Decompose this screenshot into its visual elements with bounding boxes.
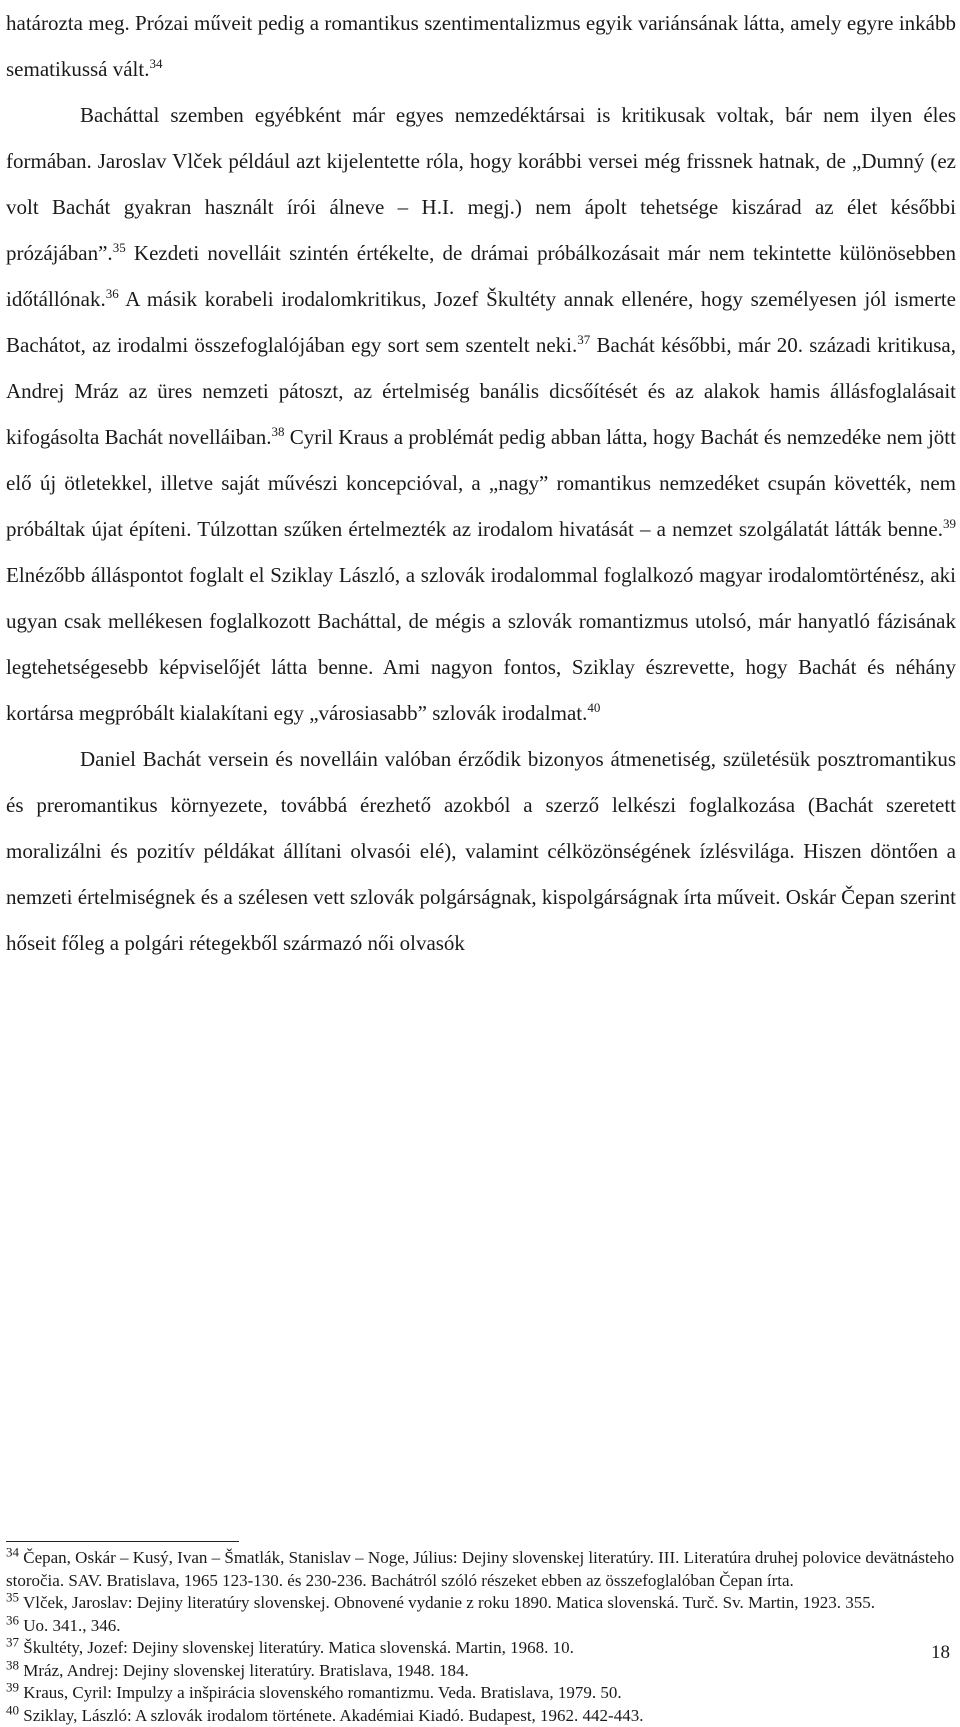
paragraph-text: Bachát későbbi, már 20. századi kritikusa, Andrej Mráz az üres nemzeti pátoszt, az értelmiség banális dicsőítését és az alakok hamis állásfoglalásait kifogásolta Bachát novelláiban. — [6, 333, 956, 449]
paragraph-text: A másik korabeli irodalomkritikus, Jozef Škultéty annak ellenére, hogy személyesen jól ismerte Bachátot, az irodalmi összefoglalójában egy sort sem szentelt neki. — [6, 287, 956, 357]
footnote-ref: 38 — [271, 424, 284, 439]
footnote-text: Mráz, Andrej: Dejiny slovenskej literatúry. Bratislava, 1948. 184. — [19, 1661, 469, 1680]
footnote-ref: 34 — [149, 56, 162, 71]
footnote-text: Vlček, Jaroslav: Dejiny literatúry slovenskej. Obnovené vydanie z roku 1890. Matica slovenská. Turč. Sv. Martin, 1923. 355. — [19, 1593, 875, 1612]
footnote-number: 39 — [6, 1679, 19, 1694]
footnote — [6, 1592, 956, 1615]
footnote — [6, 1705, 956, 1727]
paragraph — [6, 92, 956, 736]
footnote-number: 37 — [6, 1634, 19, 1649]
paragraph-text: Kezdeti novelláit szintén értékelte, de drámai próbálkozásait már nem tekintette különösebben időtállónak. — [6, 241, 956, 311]
footnote-text: Čepan, Oskár – Kusý, Ivan – Šmatlák, Stanislav – Noge, Július: Dejiny slovenskej literatúry. III. Literatúra druhej polovice devätnásteho storočia. SAV. Bratislava, 1965 123-130. és 230-236. Bachátról szóló részeket ebben az összefoglalóban Čepan írta. — [6, 1548, 954, 1590]
footnote-number: 35 — [6, 1589, 19, 1604]
footnote-number: 38 — [6, 1657, 19, 1672]
footnote-text: Kraus, Cyril: Impulzy a inšpirácia slovenského romantizmu. Veda. Bratislava, 1979. 50. — [19, 1683, 622, 1702]
footnote-number: 34 — [6, 1544, 19, 1559]
paragraph — [6, 0, 956, 92]
footnote-number: 40 — [6, 1702, 19, 1717]
paragraph-text: Cyril Kraus a problémát pedig abban látta, hogy Bachát és nemzedéke nem jött elő új ötletekkel, illetve saját művészi koncepcióval, a „nagy” romantikus nemzedéket csupán követték, nem próbáltak újat építeni. Túlzottan szűken értelmezték az irodalom hivatását – a nemzet szolgálatát látták benne. — [6, 425, 956, 541]
footnote-text: Škultéty, Jozef: Dejiny slovenskej literatúry. Matica slovenská. Martin, 1968. 10. — [19, 1638, 574, 1657]
body-text — [6, 0, 956, 966]
paragraph-text: határozta meg. Prózai műveit pedig a romantikus szentimentalizmus egyik variánsának látta, amely egyre inkább sematikussá vált. — [6, 11, 956, 81]
footnote — [6, 1637, 956, 1660]
footnote — [6, 1660, 956, 1683]
footnotes — [6, 1547, 956, 1727]
footnote-ref: 39 — [943, 516, 956, 531]
footnote — [6, 1615, 956, 1638]
footnote — [6, 1682, 956, 1705]
page-number: 18 — [931, 1642, 950, 1664]
footnote-ref: 36 — [106, 286, 119, 301]
paragraph-text: Bacháttal szemben egyébként már egyes nemzedéktársai is kritikusak voltak, bár nem ilyen éles formában. Jaroslav Vlček például azt kijelentette róla, hogy korábbi versei még frissnek hatnak, de „Dumný (ez volt Bachát gyakran használt írói álneve – H.I. megj.) nem ápolt tehetsége kiszárad az élet későbbi prózájában”. — [6, 103, 956, 265]
paragraph — [6, 736, 956, 966]
footnote — [6, 1547, 956, 1592]
paragraph-text: Elnézőbb álláspontot foglalt el Sziklay László, a szlovák irodalommal foglalkozó magyar irodalomtörténész, aki ugyan csak mellékesen foglalkozott Bacháttal, de mégis a szlovák romantizmus utolsó, már hanyatló fázisának legtehetségesebb képviselőjét látta benne. Ami nagyon fontos, Sziklay észrevette, hogy Bachát és néhány kortársa megpróbált kialakítani egy „városiasabb” szlovák irodalmat. — [6, 563, 956, 725]
paragraph-text: Daniel Bachát versein és novelláin valóban érződik bizonyos átmenetiség, születésük posztromantikus és preromantikus környezete, továbbá érezhető azokból a szerző lelkészi foglalkozása (Bachát szeretett moralizálni és pozitív példákat állítani olvasói elé), valamint célközönségének ízlésvilága. Hiszen döntően a nemzeti értelmiségnek és a szélesen vett szlovák polgárságnak, kispolgárságnak írta műveit. Oskár Čepan szerint hőseit főleg a polgári rétegekből származó női olvasók — [6, 747, 956, 955]
footnote-ref: 37 — [577, 332, 590, 347]
footnote-text: Uo. 341., 346. — [19, 1616, 121, 1635]
footnote-number: 36 — [6, 1612, 19, 1627]
footnote-text: Sziklay, László: A szlovák irodalom története. Akadémiai Kiadó. Budapest, 1962. 442-443. — [19, 1706, 643, 1725]
footnote-separator — [6, 1541, 239, 1542]
footnote-ref: 40 — [587, 700, 600, 715]
footnote-ref: 35 — [113, 240, 126, 255]
